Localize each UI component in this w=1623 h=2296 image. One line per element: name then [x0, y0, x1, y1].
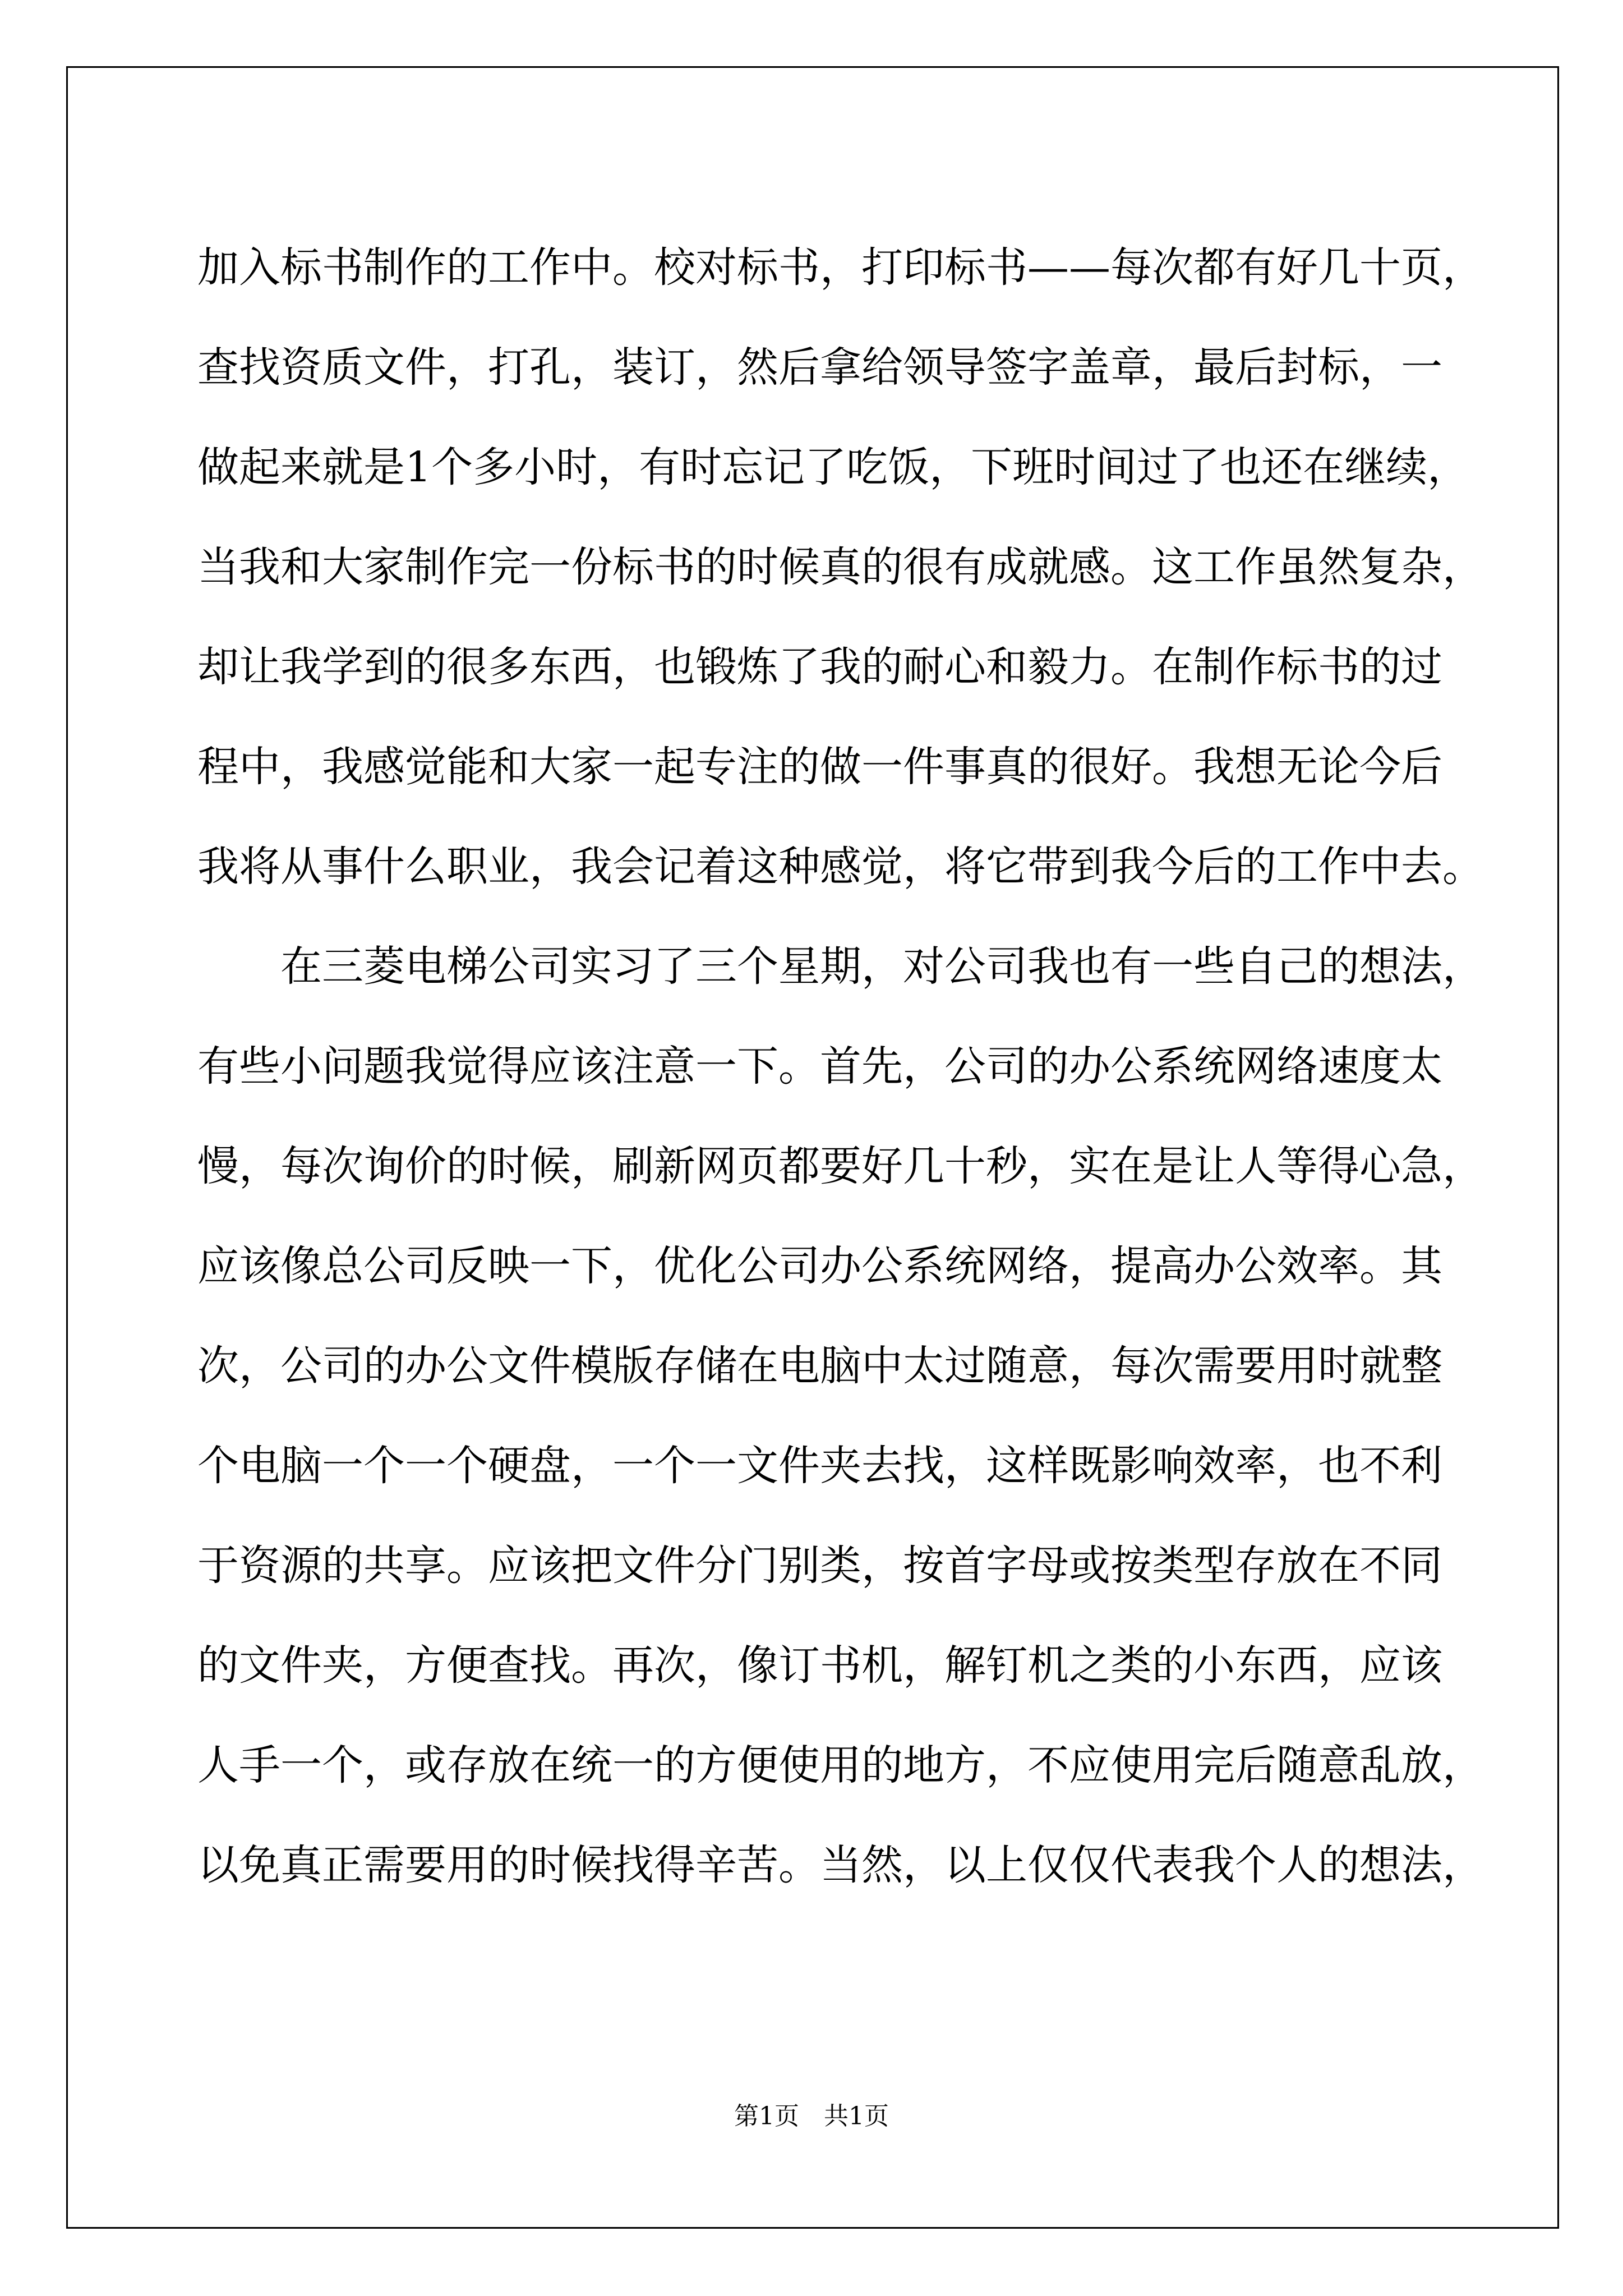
- text-line: 以免真正需要用的时候找得辛苦。当然，以上仅仅代表我个人的想法，: [197, 1841, 1484, 1889]
- text-line: 于资源的共享。应该把文件分门别类，按首字母或按类型存放在不同: [197, 1542, 1442, 1590]
- text-line: 个电脑一个一个硬盘，一个一文件夹去找，这样既影响效率，也不利: [197, 1442, 1442, 1490]
- text-line: 慢，每次询价的时候，刷新网页都要好几十秒，实在是让人等得心急，: [197, 1142, 1484, 1190]
- text-line: 应该像总公司反映一下，优化公司办公系统网络，提高办公效率。其: [197, 1242, 1442, 1290]
- body-text: [197, 218, 1484, 1915]
- text-line: 次，公司的办公文件模版存储在电脑中太过随意，每次需要用时就整: [197, 1342, 1442, 1390]
- text-line: 却让我学到的很多东西，也锻炼了我的耐心和毅力。在制作标书的过: [197, 643, 1442, 691]
- page-footer: 第1页 共1页: [734, 2102, 889, 2131]
- text-line: 人手一个，或存放在统一的方便使用的地方，不应使用完后随意乱放，: [197, 1741, 1484, 1789]
- text-line: 当我和大家制作完一份标书的时候真的很有成就感。这工作虽然复杂，: [197, 543, 1484, 591]
- text-line: 有些小问题我觉得应该注意一下。首先，公司的办公系统网络速度太: [197, 1042, 1442, 1091]
- text-line: 程中，我感觉能和大家一起专注的做一件事真的很好。我想无论今后: [197, 743, 1442, 791]
- text-line: 加入标书制作的工作中。校对标书，打印标书——每次都有好几十页，: [197, 243, 1484, 292]
- text-line: 在三菱电梯公司实习了三个星期，对公司我也有一些自己的想法，: [197, 942, 1484, 991]
- text-line: 的文件夹，方便查找。再次，像订书机，解钉机之类的小东西，应该: [197, 1641, 1442, 1690]
- text-line: 查找资质文件，打孔，装订，然后拿给领导签字盖章，最后封标，一: [197, 343, 1442, 392]
- text-line: 我将从事什么职业，我会记着这种感觉，将它带到我今后的工作中去。: [197, 843, 1484, 891]
- text-line: 做起来就是1个多小时，有时忘记了吃饭，下班时间过了也还在继续，: [197, 443, 1469, 491]
